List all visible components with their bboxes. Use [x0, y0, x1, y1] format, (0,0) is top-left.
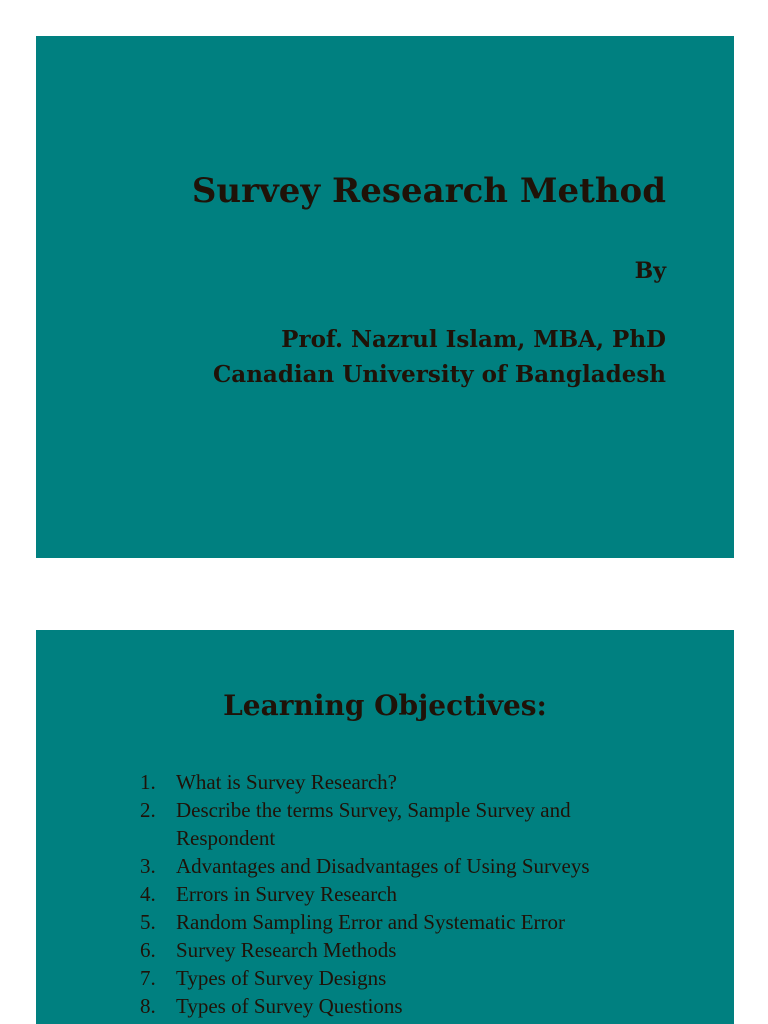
objectives-title: Learning Objectives: [223, 689, 547, 722]
author-block [213, 322, 666, 392]
list-item [140, 936, 646, 964]
list-item-number: 7. [140, 966, 156, 990]
list-item-number: 5. [140, 910, 156, 934]
list-item-number: 8. [140, 994, 156, 1018]
list-item-text: Survey Research Methods [176, 938, 397, 962]
list-item-number: 6. [140, 938, 156, 962]
objectives-list [140, 768, 646, 1020]
list-item [140, 908, 646, 936]
presentation-title: Survey Research Method [191, 171, 666, 211]
list-item [140, 964, 646, 992]
list-item [140, 852, 646, 880]
list-item [140, 992, 646, 1020]
list-item [140, 796, 646, 852]
objectives-slide [36, 630, 734, 1024]
list-item-text: Types of Survey Questions [176, 994, 403, 1018]
list-item-number: 4. [140, 882, 156, 906]
list-item-number: 3. [140, 854, 156, 878]
byline-label: By [634, 258, 666, 284]
list-item-text: Types of Survey Designs [176, 966, 387, 990]
title-slide [36, 36, 734, 558]
list-item [140, 880, 646, 908]
list-item-number: 1. [140, 770, 156, 794]
list-item-text: Advantages and Disadvantages of Using Surveys [176, 854, 590, 878]
list-item-text: Random Sampling Error and Systematic Error [176, 910, 566, 934]
author-affiliation: Canadian University of Bangladesh [212, 361, 666, 388]
author-name: Prof. Nazrul Islam, MBA, PhD [281, 326, 666, 353]
list-item-text: Errors in Survey Research [176, 882, 398, 906]
list-item-text: What is Survey Research? [176, 770, 398, 794]
list-item-number: 2. [140, 798, 156, 822]
list-item [140, 768, 646, 796]
list-item-text: Describe the terms Survey, Sample Survey and Respondent [176, 798, 571, 850]
